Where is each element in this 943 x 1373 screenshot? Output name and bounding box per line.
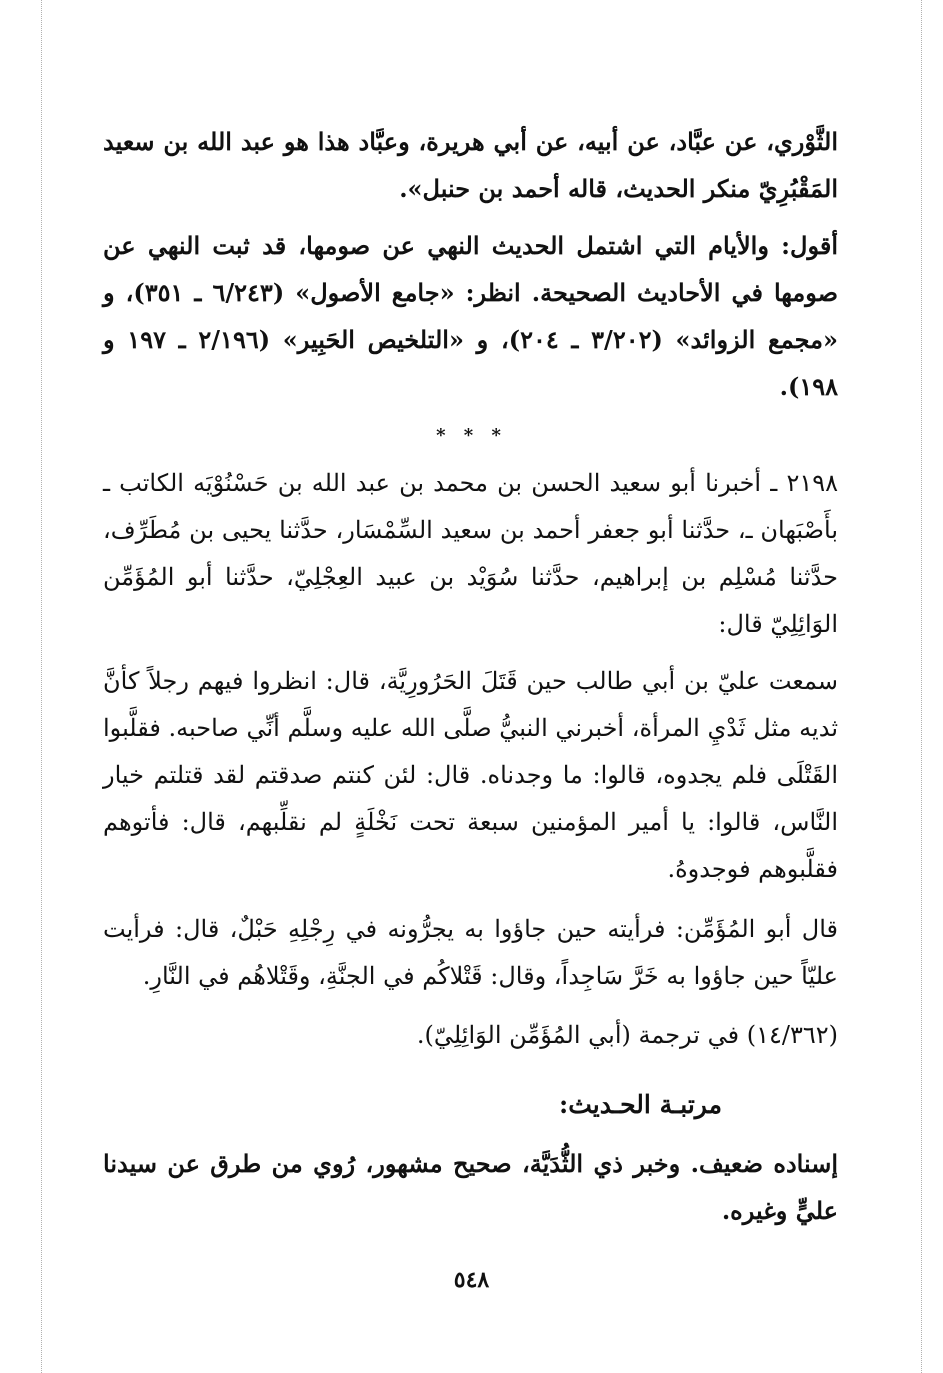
hadith-2198-continuation: قال أبو المُؤَمِّن: فرأيته حين جاؤوا به يجرُّونه في رِجْلِهِ حَبْلٌ، قال: فرأيت عليّاً حين جاؤوا به خَرَّ سَاجِداً، وقال: قَتْلاكُم في الجنَّةِ، وقَتْلاهُم في النَّارِ.: [103, 915, 838, 990]
grading-text: إسناده ضعيف. وخبر ذي الثُّدَيَّة، صحيح مشهور، رُوي من طرق عن سيدنا عليٍّ وغيره.: [103, 1149, 838, 1225]
grading-heading: مرتبـة الحـديث:: [558, 1090, 722, 1119]
page-number: ٥٤٨: [453, 1267, 490, 1293]
paragraph-1: الثَّوْري، عن عبَّاد، عن أبيه، عن أبي هريرة، وعبَّاد هذا هو عبد الله بن سعيد المَقْبُرِيّ منكر الحديث، قاله أحمد بن حنبل».: [103, 127, 838, 203]
left-dotted-margin: [41, 0, 42, 1373]
hadith-2198-matn: سمعت عليّ بن أبي طالب حين قَتَلَ الحَرُورِيَّة، قال: انظروا فيهم رجلاً كأنَّ ثديه مثل ثَدْيِ المرأة، أخبرني النبيُّ صلَّى الله عليه وسلَّم أنِّي صاحبه. فقلَّبوا القَتْلَى فلم يجدوه، قالوا: ما وجدناه. قال: لئن كنتم صدقتم لقد قتلتم خيار النَّاس، قالوا: يا أمير المؤمنين سبعة تحت نَخْلَةٍ لم نقلِّبهم، قال: فأتوهم فقلَّبوهم فوجدوهُ.: [103, 667, 838, 883]
hadith-2198-isnad: ٢١٩٨ ـ أخبرنا أبو سعيد الحسن بن محمد بن عبد الله بن حَسْنُوْيَه الكاتب ـ بأَصْبَهان ـ، حدَّثنا أبو جعفر أحمد بن سعيد السِّمْسَار، حدَّثنا يحيى بن مُطَرِّف، حدَّثنا مُسْلِم بن إبراهيم، حدَّثنا سُوَيْد بن عبيد العِجْلِيّ، حدَّثنا أبو المُؤَمِّن الوَائِلِيّ قال:: [103, 469, 838, 638]
section-separator: * * *: [436, 425, 507, 446]
right-dotted-margin: [921, 0, 922, 1373]
hadith-source-reference: (١٤/٣٦٢) في ترجمة (أبي المُؤَمِّن الوَائِلِيّ).: [416, 1021, 838, 1049]
paragraph-2-reference: أقول: والأيام التي اشتمل الحديث النهي عن صومها، قد ثبت النهي عن صومها في الأحاديث الصحيحة. انظر: «جامع الأصول» (٦/٢٤٣ ـ ٣٥١)، و «مجمع الزوائد» (٣/٢٠٢ ـ ٢٠٤)، و «التلخيص الحَبِير» (٢/١٩٦ ـ ١٩٧ و ١٩٨).: [103, 231, 838, 401]
